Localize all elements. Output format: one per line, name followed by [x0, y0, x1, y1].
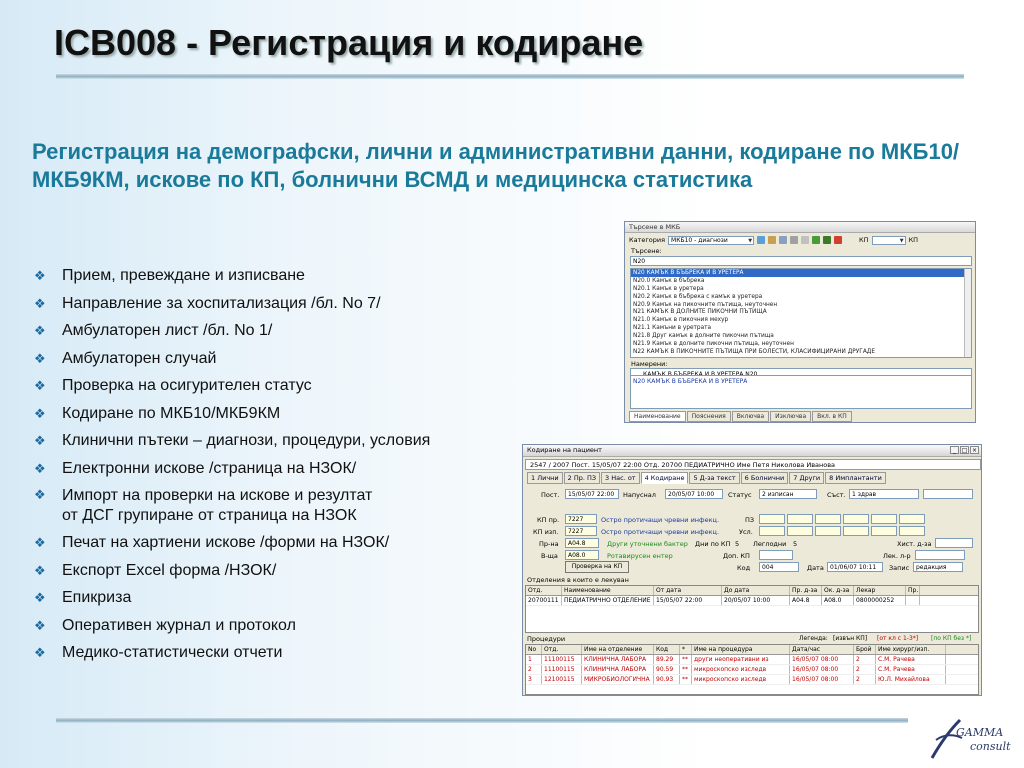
bullet-item: ❖ Проверка на осигурителен статус [34, 372, 534, 400]
slide-title: ICB008 - Регистрация и кодиране [54, 22, 644, 63]
column-header[interactable]: От дата [654, 586, 722, 595]
tab-other[interactable]: 7 Други [789, 472, 824, 484]
doctor-label: Лек. л-р [883, 552, 911, 560]
tab-implants[interactable]: 8 Имплантанти [825, 472, 886, 484]
complication-field[interactable]: A08.0 [565, 550, 599, 560]
complication-label: В-ща [541, 552, 558, 560]
category-label: Категория [629, 236, 666, 244]
column-header[interactable]: Име на отделение [582, 645, 654, 654]
days-kp-value: 5 [735, 540, 740, 548]
bullet-item: ❖ Кодиране по МКБ10/МКБ9КМ [34, 400, 534, 428]
column-header[interactable]: * [680, 645, 692, 654]
usl-field-3[interactable] [815, 526, 841, 536]
legend-out-of-kp: [извън КП] [833, 635, 868, 642]
diamond-bullet-icon: ❖ [34, 405, 46, 421]
code-select[interactable]: 004 [759, 562, 799, 572]
post-label: Пост. [541, 491, 560, 499]
status-select[interactable]: 2 изписан [759, 489, 817, 499]
logo-gamma-text: GAMMA [956, 726, 1004, 739]
list-item[interactable]: N20.9 Камък на пикочните пътища, неуточнен [633, 301, 778, 308]
usl-field-4[interactable] [843, 526, 869, 536]
bullet-item: ❖ Амбулаторен лист /бл. No 1/ [34, 317, 534, 345]
condition-select[interactable]: 1 здрав [849, 489, 919, 499]
usl-label: Усл. [739, 528, 753, 536]
folder-icon[interactable] [768, 236, 776, 244]
copy-icon[interactable] [779, 236, 787, 244]
column-header[interactable]: Пр. д-за [790, 586, 822, 595]
diamond-bullet-icon: ❖ [34, 562, 46, 578]
minimize-button[interactable]: _ [950, 446, 959, 454]
logo-swoosh-icon [926, 714, 966, 766]
search-tabs [629, 411, 852, 422]
column-header[interactable]: Лекар [854, 586, 906, 595]
bed-days-value: 5 [793, 540, 798, 548]
procedures-table [525, 644, 979, 695]
logo-consult-text: consult [970, 740, 1011, 753]
column-header[interactable]: Наименование [562, 586, 654, 595]
bullet-item: ❖ Направление за хоспитализация /бл. No 7/ [34, 290, 534, 318]
kp-pr-field[interactable]: 7227 [565, 514, 597, 524]
post-field[interactable]: 15/05/07 22:00 [565, 489, 619, 499]
kp-izp-field[interactable]: 7227 [565, 526, 597, 536]
coding-tabs [527, 472, 886, 484]
column-header[interactable]: Код [654, 645, 680, 654]
column-header[interactable]: No [526, 645, 542, 654]
bullet-item: ❖ Електронни искове /страница на НЗОК/ [34, 455, 534, 483]
tab-pr-pz[interactable]: 2 Пр. ПЗ [564, 472, 600, 484]
pz-field-3[interactable] [815, 514, 841, 524]
primary-diag-field[interactable]: A04.8 [565, 538, 599, 548]
search-input[interactable]: N20 [630, 256, 972, 266]
primary-diag-desc: Други уточнени бактер [607, 540, 688, 548]
pz-field-1[interactable] [759, 514, 785, 524]
column-header[interactable]: Име на процедура [692, 645, 790, 654]
diamond-bullet-icon: ❖ [34, 645, 46, 660]
dop-kp-label: Доп. КП [723, 552, 750, 560]
bullet-item: ❖ Експорт Excel форма /НЗОК/ [34, 557, 534, 585]
dop-kp-select[interactable] [759, 550, 793, 560]
tab-sick-leave[interactable]: 6 Болнични [741, 472, 789, 484]
list-item[interactable]: N20 КАМЪК В БЪБРЕКА И В УРЕТЕРА [631, 269, 971, 277]
departments-label: Отделения в които е лекуван [527, 576, 629, 584]
usl-field-1[interactable] [759, 526, 785, 536]
column-header[interactable]: Дата/час [790, 645, 854, 654]
coding-window-title: Кодиране на пациент [527, 446, 602, 454]
pz-field-6[interactable] [899, 514, 925, 524]
status-label: Статус [728, 491, 752, 499]
bullet-list [34, 262, 534, 667]
tab-notes[interactable]: Пояснения [687, 411, 731, 422]
bullet-item: ❖ Оперативен журнал и протокол [34, 612, 534, 640]
column-header[interactable]: До дата [722, 586, 790, 595]
kp-pr-desc: Остро протичащи чревни инфекц. [601, 516, 720, 524]
column-header[interactable]: Име хирург/изп. [876, 645, 946, 654]
list-item[interactable]: N20.2 Камък в бъбрека с камък в уретера [633, 293, 763, 300]
slide-subtitle: Регистрация на демографски, лични и административни данни, кодиране по МКБ10/МКБ9КМ, искове по КП, болнични ВСМД и медицинска статистика [32, 139, 960, 192]
list-scrollbar[interactable] [964, 269, 971, 357]
diamond-bullet-icon: ❖ [34, 617, 46, 633]
icd-search-window [624, 221, 976, 423]
tab-personal[interactable]: 1 Лични [527, 472, 563, 484]
diamond-bullet-icon: ❖ [34, 378, 46, 393]
tab-nas-ot[interactable]: 3 Нас. от [601, 472, 640, 484]
tab-excludes[interactable]: Изключва [770, 411, 811, 422]
procedures-label: Процедури [527, 635, 566, 643]
apply-icon[interactable] [823, 236, 831, 244]
pz-label: ПЗ [745, 516, 755, 524]
days-kp-label: Дни по КП [695, 540, 731, 548]
diamond-bullet-icon: ❖ [34, 295, 46, 311]
column-header[interactable]: Отд. [542, 645, 582, 654]
close-button[interactable]: × [971, 447, 978, 454]
date-field[interactable]: 01/06/07 10:11 [827, 562, 883, 572]
tab-diagnosis-text[interactable]: 5 Д-за текст [689, 472, 739, 484]
list-item[interactable]: N21.0 Камък в пикочния мехур [633, 317, 729, 324]
extra-select[interactable] [923, 489, 973, 499]
usl-field-5[interactable] [871, 526, 897, 536]
maximize-button[interactable]: □ [961, 447, 968, 454]
date-label: Дата [807, 564, 824, 572]
code-label: Код [737, 564, 751, 572]
icd-results-list[interactable] [630, 268, 972, 358]
open-icon[interactable] [757, 236, 765, 244]
column-header[interactable]: Ок. д-за [822, 586, 854, 595]
bullet-item: ❖ Импорт на проверки на искове и резултат от ДСГ групиране от страница на НЗОК [34, 487, 373, 524]
list-item[interactable]: N21 КАМЪК В ДОЛНИТЕ ПИКОЧНИ ПЪТИЩА [633, 309, 767, 316]
category-select[interactable]: МКБ10 - диагнози ▼ [668, 236, 754, 245]
list-item[interactable]: N21.9 Камък в долните пикочни пътища, неуточнен [633, 341, 794, 348]
title-divider [56, 74, 964, 79]
detail-value: N20 КАМЪК В БЪБРЕКА И В УРЕТЕРА [633, 378, 748, 385]
primary-diag-label: Пр-на [539, 540, 559, 548]
patient-coding-window [522, 444, 982, 696]
search-toolbar [629, 234, 918, 246]
condition-label: Съст. [827, 491, 846, 499]
table-row[interactable]: 3 12100115 МИКРОБИОЛОГИЧНА 90.93 ** микроскопско изследв 16/05/07 08:00 2 Ю.Л. Михайлова [526, 675, 978, 685]
list-item[interactable]: N21.8 Друг камък в долните пикочни пътища [633, 333, 774, 340]
bed-days-label: Леглодни [753, 540, 787, 548]
table-row[interactable]: 20700111 ПЕДИАТРИЧНО ОТДЕЛЕНИЕ 15/05/07 22:00 20/05/07 10:00 A04.8 A08.0 0800000252 [526, 596, 978, 606]
coding-window-titlebar [523, 445, 981, 457]
tab-in-kp[interactable]: Вкл. в КП [812, 411, 852, 422]
kp-pr-label: КП пр. [537, 516, 560, 524]
detail-box [630, 375, 972, 409]
table-row[interactable]: 1 11100115 КЛИНИЧНА ЛАБОРА 89.29 ** други неоперативни из 16/05/07 08:00 2 С.М. Рачева [526, 655, 978, 665]
kp-izp-desc: Остро протичащи чревни инфекц. [601, 528, 720, 536]
usl-field-6[interactable] [899, 526, 925, 536]
search-label: Търсене: [631, 247, 662, 255]
bullet-item: ❖ Медико-статистически отчети [34, 639, 534, 667]
bullet-item: ❖ Клинични пътеки – диагнози, процедури, условия [34, 427, 534, 455]
list-item[interactable]: N21.1 Камъни в уретрата [633, 325, 712, 332]
patient-info-bar: 2547 / 2007 Пост. 15/05/07 22:00 Отд. 20700 ПЕДИАТРИЧНО Име Петя Николова Иванова [525, 459, 981, 470]
gamma-consult-logo [926, 712, 1022, 768]
search-window-title: Търсене в МКБ [625, 222, 975, 233]
diamond-bullet-icon: ❖ [34, 590, 46, 605]
find-icon[interactable] [790, 236, 798, 244]
bullet-item: ❖ Амбулаторен случай [34, 345, 534, 373]
tab-name[interactable]: Наименование [629, 411, 686, 422]
kp-label: КП [859, 236, 869, 244]
diamond-bullet-icon: ❖ [34, 487, 46, 502]
bullet-item: ❖ Печат на хартиени искове /форми на НЗОК/ [34, 529, 534, 557]
column-header[interactable]: Брой [854, 645, 876, 654]
verify-kp-button[interactable]: Проверка на КП [565, 561, 629, 573]
histology-field[interactable] [935, 538, 973, 548]
bullet-item: ❖ Епикриза [34, 584, 534, 612]
pz-field-5[interactable] [871, 514, 897, 524]
list-item[interactable]: N20.1 Камък в уретера [633, 285, 704, 292]
departments-table [525, 585, 979, 633]
found-label: Намерени: [631, 360, 668, 368]
legend-kp-1-3: [от кл с 1-3*] [877, 635, 919, 642]
table-row[interactable]: 2 11100115 КЛИНИЧНА ЛАБОРА 90.59 ** микроскопско изследв 16/05/07 08:00 2 С.М. Рачева [526, 665, 978, 675]
doctor-field[interactable] [915, 550, 965, 560]
diamond-bullet-icon: ❖ [34, 323, 46, 338]
tab-includes[interactable]: Включва [732, 411, 769, 422]
left-field[interactable]: 20/05/07 10:00 [665, 489, 723, 499]
accept-icon[interactable] [812, 236, 820, 244]
kp-izp-label: КП изп. [533, 528, 559, 536]
tab-coding[interactable]: 4 Кодиране [641, 472, 689, 484]
diamond-bullet-icon: ❖ [34, 268, 46, 283]
histology-label: Хист. д-за [897, 540, 932, 548]
record-label: Запис [889, 564, 910, 572]
kp-select[interactable] [872, 236, 906, 245]
pz-field-2[interactable] [787, 514, 813, 524]
record-select[interactable]: редакция [913, 562, 963, 572]
print-icon[interactable] [801, 236, 809, 244]
column-header[interactable]: Пр. [908, 587, 919, 594]
list-item[interactable]: N20.0 Камък в бъбрека [633, 277, 705, 284]
diamond-bullet-icon: ❖ [34, 535, 46, 550]
table-header [526, 645, 978, 655]
legend-label: Легенда: [799, 635, 828, 642]
diamond-bullet-icon: ❖ [34, 460, 46, 476]
left-label: Напуснал [623, 491, 656, 499]
footer-divider [56, 718, 908, 723]
list-item[interactable]: N22 КАМЪК В ПИКОЧНИТЕ ПЪТИЩА ПРИ БОЛЕСТИ, КЛАСИФИЦИРАНИ ДРУГАДЕ [633, 348, 875, 355]
usl-field-2[interactable] [787, 526, 813, 536]
pz-field-4[interactable] [843, 514, 869, 524]
column-header[interactable]: Отд. [526, 586, 562, 595]
complication-desc: Ротавирусен ентер [607, 552, 673, 560]
close-icon[interactable] [834, 236, 842, 244]
table-header [526, 586, 978, 596]
diamond-bullet-icon: ❖ [34, 433, 46, 448]
kp-label-2: КП [908, 236, 919, 244]
bullet-item: ❖ Прием, превеждане и изписване [34, 262, 534, 290]
diamond-bullet-icon: ❖ [34, 350, 46, 366]
legend-kp-no-star: [по КП без *] [931, 635, 972, 642]
